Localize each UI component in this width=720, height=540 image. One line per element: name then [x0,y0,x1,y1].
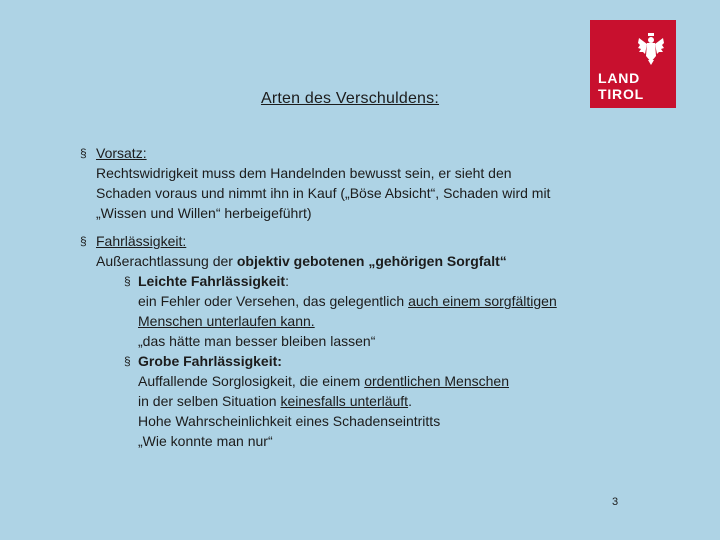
bullet-fahrlaessigkeit [80,231,640,451]
vorsatz-text-line-1: Rechtswidrigkeit muss dem Handelnden bewusst sein, er sieht den [96,165,512,181]
heading-fahrlaessigkeit: Fahrlässigkeit: [96,233,187,249]
leicht-line1-prefix: ein Fehler oder Versehen, das gelegentlich [138,293,409,309]
vorsatz-text-line-3: „Wissen und Willen“ herbeigeführt) [96,205,312,221]
bullet-icon: § [124,354,131,368]
grob-line2-underlined: keinesfalls unterläuft [280,393,409,409]
heading-grobe-fahrlaessigkeit: Grobe Fahrlässigkeit: [138,353,282,369]
leicht-text-line-1 [138,291,640,311]
grob-line1-prefix: Auffallende Sorglosigkeit, die einem [138,373,365,389]
page-number: 3 [612,496,619,508]
grob-line2-prefix: in der selben Situation [138,393,281,409]
bullet-icon: § [124,274,131,288]
grob-text-line-4: „Wie konnte man nur“ [138,433,273,449]
grob-line2-suffix: . [408,393,412,409]
tyrolean-eagle-icon [637,32,665,66]
fahrlaessigkeit-desc-bold: objektiv gebotenen „gehörigen Sorgfalt“ [236,253,507,269]
slide-content [80,143,640,451]
grob-text-line-3: Hohe Wahrscheinlichkeit eines Schadenseintritts [138,413,441,429]
leicht-line1-underlined: auch einem sorgfältigen [408,293,557,309]
heading-colon: : [285,273,289,289]
heading-leichte-fahrlaessigkeit: Leichte Fahrlässigkeit [138,273,286,289]
bullet-icon: § [80,146,87,160]
leicht-line2-underlined: Menschen unterlaufen kann. [138,313,315,329]
vorsatz-text-line-2: Schaden voraus und nimmt ihn in Kauf („Böse Absicht“, Schaden wird mit [96,185,551,201]
bullet-grobe-fahrlaessigkeit [124,351,640,451]
fahrlaessigkeit-desc-prefix: Außerachtlassung der [96,253,237,269]
slide-title: Arten des Verschuldens: [260,90,440,107]
logo-text-tirol: TIROL [598,86,644,102]
bullet-vorsatz [80,143,640,223]
grob-text-line-2 [138,391,640,411]
grob-text-line-1 [138,371,640,391]
grob-line1-underlined: ordentlichen Menschen [364,373,509,389]
heading-vorsatz: Vorsatz: [96,145,147,161]
bullet-leichte-fahrlaessigkeit [124,271,640,351]
bullet-icon: § [80,234,87,248]
leicht-text-line-3: „das hätte man besser bleiben lassen“ [138,333,376,349]
fahrlaessigkeit-description [96,251,640,271]
logo-text-land: LAND [598,70,641,86]
